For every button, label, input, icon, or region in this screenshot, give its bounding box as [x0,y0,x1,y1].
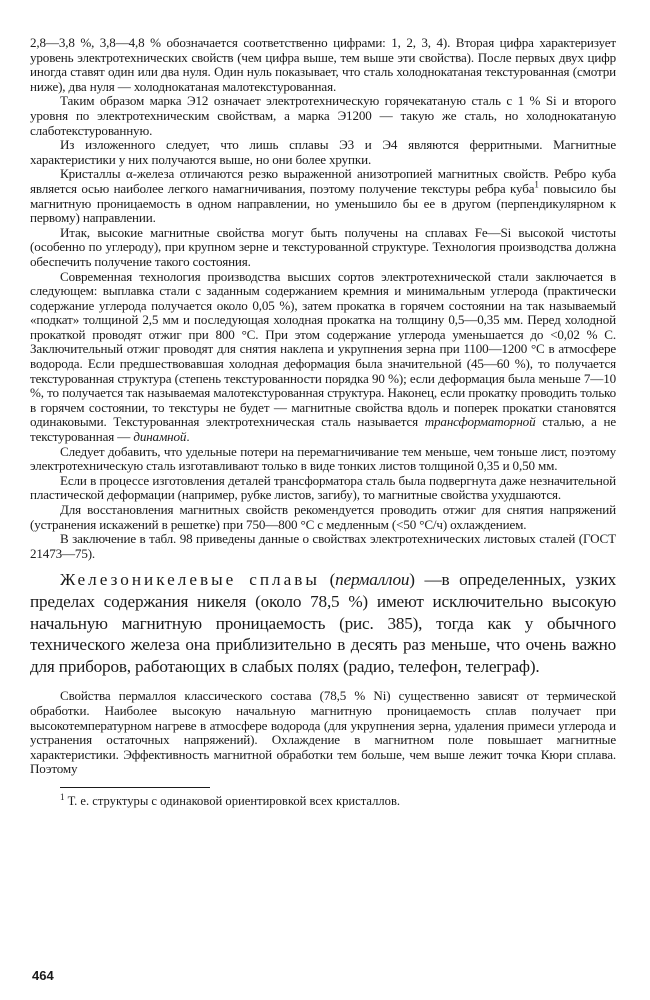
page-number: 464 [32,968,54,983]
main-text-upper [30,36,616,561]
paragraph [30,270,616,445]
italic-term: динамной [133,429,187,445]
paragraph: Следует добавить, что удельные потери на перемагничивание тем меньше, чем тоньше лист, поэтому электротехническую сталь изготавливают только в виде тонких листов толщиной 0,35 и 0,50 мм. [30,443,616,474]
italic-term: пермаллои [335,570,410,590]
section-lead [30,569,616,677]
text-fragment: повысило бы магнитную проницаемость в одном направлении, но уменьшило бы ее в другом (перпендикулярном к первому) направлении. [30,180,616,226]
paragraph: Если в процессе изготовления деталей трансформатора сталь была подвергнута даже незначительной пластической деформации (например, рубке листов, загибу), то магнитные свойства ухудшаются. [30,472,616,503]
page-content [30,36,616,808]
footnote-marker: 1 [534,179,539,190]
paragraph: Итак, высокие магнитные свойства могут быть получены на сплавах Fe—Si высокой чистоты (особенно по углероду), при крупном зерне и текстурованной структуре. Технология производства должна обеспечить получение такого состояния. [30,224,616,269]
paragraph: В заключение в табл. 98 приведены данные о свойствах электротехнических листовых сталей (ГОСТ 21473—75). [30,531,616,561]
paragraph: 2,8—3,8 %, 3,8—4,8 % обозначается соответственно цифрами: 1, 2, 3, 4). Вторая цифра характеризует уровень электротехнических свойств (чем цифра выше, тем выше эти свойства). После первых двух цифр иногда ставят один или два нуля. Один нуль показывает, что сталь холоднокатаная текстурованная (смотри ниже), два нуля — холоднокатаная малотекстурованная. [30,35,616,94]
text-fragment: Кристаллы α-железа отличаются резко выраженной анизотропией магнитных свойств. Ребро куба является осью наиболее легкого намагничивания, поэтому получение текстуры ребра куба [30,166,616,196]
paragraph: Таким образом марка Э12 означает электротехническую горячекатаную сталь с 1 % Si и второго уровня по электротехническим свойствам, а марка Э1200 — такую же сталь, но холоднокатаную слаботекстурованную. [30,93,616,138]
main-text-lower [30,689,616,777]
footnote [30,791,616,808]
footnote-marker: 1 [60,791,65,802]
paragraph [30,167,616,225]
footnote-divider [60,787,210,788]
text-fragment: Современная технология производства высших сортов электротехнической стали заключается в следующем: выплавка стали с заданным содержанием кремния и минимальным углерода (практически содержание углерода получается около 0,05 %), затем прокатка в горячем состоянии на так называемый «подкат» толщиной 2,5 мм и последующая холодная прокатка на толщину 0,5—0,35 мм. Перед холодной прокаткой проводят отжиг при 800 °С. При этом содержание углерода уменьшается до <0,02 % С. Заключительный отжиг проводят для снятия наклепа и укрупнения зерна при 1100—1200 °С в атмосфере водорода. Если предшествовавшая холодная деформация была значительной (45—60 %), то получается текстурованная структура (степень текстурованности порядка 90 %); если деформация была меньше 7—10 %, то получается так называемая малотекстурованная структура. Наконец, если прокатку проводить только в горячем состоянии, то текстуры не будет — магнитные свойства вдоль и поперек прокатки становятся одинаковыми. Текстурованная электротехническая сталь называется [30,268,616,430]
footnote-text: Т. е. структуры с одинаковой ориентировкой всех кристаллов. [64,793,401,808]
paragraph: Для восстановления магнитных свойств рекомендуется проводить отжиг для снятия напряжений (устранения искажений в решетке) при 750—800 °С с медленным (<50 °С/ч) охлаждением. [30,502,616,532]
text-fragment: —в определенных, узких пределах содержания никеля (около 78,5 %) имеют исключительно высокую начальную магнитную проницаемость (рис. 385), тогда как у обычного технического железа она приблизительно в десять раз меньше, что очень важно для приборов, работающих в слабых полях (радио, телефон, телеграф). [30,570,616,676]
paragraph: Из изложенного следует, что лишь сплавы Э3 и Э4 являются ферритными. Магнитные характеристики у них получаются выше, но они более хрупки. [30,137,616,167]
section-heading: Железоникелевые сплавы [60,570,320,590]
paragraph: Свойства пермаллоя классического состава (78,5 % Ni) существенно зависят от термической обработки. Наиболее высокую начальную магнитную проницаемость сплав получает при высокотемпературном нагреве в атмосфере водорода (для укрупнения зерна, удаления примеси углерода и устранения остаточных напряжений). Охлаждение в магнитном поле повышает магнитные характеристики. Эффективность магнитной обработки тем больше, чем выше лежит точка Кюри сплава. Поэтому [30,688,616,777]
text-fragment: сталью, а не текстурованная — [30,414,617,445]
text-fragment: . [186,429,190,445]
italic-term: трансформаторной [424,414,536,430]
paragraph: Железоникелевые сплавы (пермаллои) —в определенных, узких пределах содержания никеля (около 78,5 %) имеют исключительно высокую начальную магнитную проницаемость (рис. 385), тогда как у обычного технического железа она приблизительно в десять раз меньше, что очень важно для приборов, работающих в слабых полях (радио, телефон, телеграф). [30,570,616,676]
